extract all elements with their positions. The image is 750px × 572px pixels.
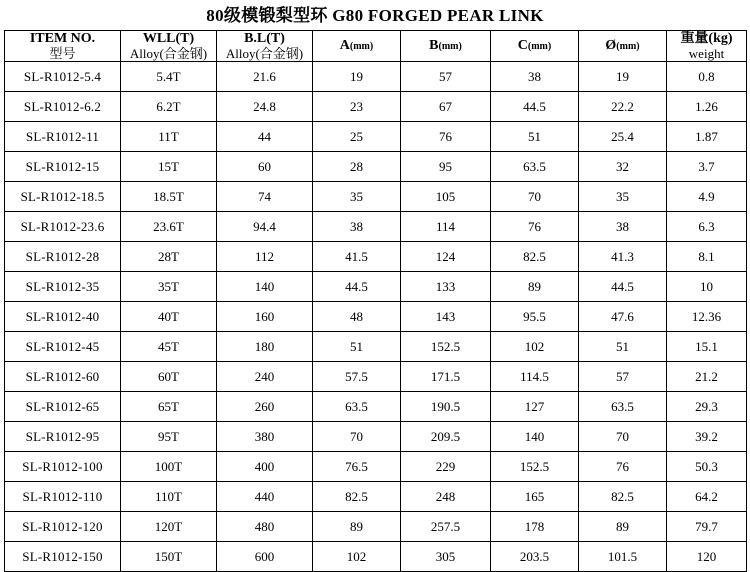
cell-item-no: SL-R1012-15 [5,152,121,182]
column-header-title: B.L(T) [244,31,285,46]
table-row [5,62,747,92]
specification-table [4,30,747,572]
table-cell: 70 [313,422,401,452]
cell-item-no: SL-R1012-65 [5,392,121,422]
table-cell: 114 [401,212,491,242]
column-header-title: B(mm) [429,38,462,53]
table-cell: 28 [313,152,401,182]
column-header-2 [217,31,313,62]
column-header-subtitle: 型号 [49,46,76,61]
table-cell: 21.2 [667,362,747,392]
table-cell: 180 [217,332,313,362]
table-cell: 45T [121,332,217,362]
table-cell: 76 [491,212,579,242]
column-header-3 [313,31,401,62]
table-cell: 57.5 [313,362,401,392]
table-header-row [5,31,747,62]
table-cell: 35 [579,182,667,212]
table-row [5,542,747,572]
table-cell: 133 [401,272,491,302]
column-header-title: 重量(kg) [680,31,733,46]
cell-item-no: SL-R1012-28 [5,242,121,272]
table-cell: 1.87 [667,122,747,152]
table-cell: 39.2 [667,422,747,452]
column-header-unit: (mm) [527,41,552,52]
table-cell: 82.5 [579,482,667,512]
table-cell: 76.5 [313,452,401,482]
table-cell: 32 [579,152,667,182]
table-cell: 6.2T [121,92,217,122]
table-row [5,212,747,242]
table-cell: 65T [121,392,217,422]
table-row [5,362,747,392]
column-header-unit: (mm) [438,41,462,52]
table-cell: 124 [401,242,491,272]
cell-item-no: SL-R1012-6.2 [5,92,121,122]
table-cell: 70 [491,182,579,212]
table-cell: 178 [491,512,579,542]
table-cell: 143 [401,302,491,332]
table-row [5,332,747,362]
table-cell: 248 [401,482,491,512]
table-cell: 95T [121,422,217,452]
cell-item-no: SL-R1012-5.4 [5,62,121,92]
table-cell: 38 [313,212,401,242]
table-body [5,62,747,572]
table-cell: 47.6 [579,302,667,332]
table-cell: 70 [579,422,667,452]
table-cell: 23.6T [121,212,217,242]
table-row [5,482,747,512]
table-cell: 63.5 [313,392,401,422]
table-cell: 600 [217,542,313,572]
table-cell: 40T [121,302,217,332]
table-cell: 480 [217,512,313,542]
cell-item-no: SL-R1012-35 [5,272,121,302]
table-cell: 51 [313,332,401,362]
table-cell: 6.3 [667,212,747,242]
table-cell: 209.5 [401,422,491,452]
table-cell: 190.5 [401,392,491,422]
table-cell: 171.5 [401,362,491,392]
column-header-title: C(mm) [517,38,552,53]
table-cell: 165 [491,482,579,512]
table-row [5,92,747,122]
table-cell: 24.8 [217,92,313,122]
table-cell: 5.4T [121,62,217,92]
table-cell: 12.36 [667,302,747,332]
cell-item-no: SL-R1012-23.6 [5,212,121,242]
table-cell: 57 [579,362,667,392]
cell-item-no: SL-R1012-100 [5,452,121,482]
table-cell: 82.5 [491,242,579,272]
table-cell: 127 [491,392,579,422]
table-cell: 25.4 [579,122,667,152]
table-cell: 152.5 [401,332,491,362]
cell-item-no: SL-R1012-150 [5,542,121,572]
table-cell: 260 [217,392,313,422]
column-header-5 [491,31,579,62]
table-cell: 102 [313,542,401,572]
table-cell: 8.1 [667,242,747,272]
table-cell: 74 [217,182,313,212]
table-cell: 114.5 [491,362,579,392]
table-cell: 380 [217,422,313,452]
table-cell: 67 [401,92,491,122]
table-row [5,122,747,152]
column-header-subtitle: Alloy(合金钢) [129,46,208,61]
column-header-4 [401,31,491,62]
table-cell: 120T [121,512,217,542]
table-cell: 305 [401,542,491,572]
table-cell: 229 [401,452,491,482]
cell-item-no: SL-R1012-11 [5,122,121,152]
table-row [5,272,747,302]
table-cell: 150T [121,542,217,572]
column-header-0 [5,31,121,62]
table-cell: 11T [121,122,217,152]
table-cell: 60 [217,152,313,182]
table-cell: 112 [217,242,313,272]
table-cell: 140 [217,272,313,302]
table-cell: 21.6 [217,62,313,92]
table-cell: 76 [401,122,491,152]
column-header-title: WLL(T) [142,31,195,46]
table-cell: 160 [217,302,313,332]
table-cell: 35T [121,272,217,302]
table-cell: 19 [313,62,401,92]
table-cell: 41.5 [313,242,401,272]
table-cell: 63.5 [579,392,667,422]
table-cell: 64.2 [667,482,747,512]
table-cell: 28T [121,242,217,272]
cell-item-no: SL-R1012-45 [5,332,121,362]
table-row [5,422,747,452]
table-cell: 82.5 [313,482,401,512]
cell-item-no: SL-R1012-40 [5,302,121,332]
table-cell: 110T [121,482,217,512]
table-cell: 15T [121,152,217,182]
table-cell: 152.5 [491,452,579,482]
cell-item-no: SL-R1012-110 [5,482,121,512]
table-cell: 48 [313,302,401,332]
table-cell: 76 [579,452,667,482]
table-cell: 95 [401,152,491,182]
table-cell: 140 [491,422,579,452]
table-cell: 63.5 [491,152,579,182]
column-header-title: Ø(mm) [605,38,640,53]
table-cell: 22.2 [579,92,667,122]
table-row [5,182,747,212]
table-cell: 44.5 [491,92,579,122]
table-cell: 95.5 [491,302,579,332]
table-row [5,392,747,422]
table-cell: 38 [491,62,579,92]
column-header-title: A(mm) [339,38,374,53]
column-header-unit: (mm) [616,41,640,52]
page-title: 80级模锻梨型环 G80 FORGED PEAR LINK [206,6,544,25]
cell-item-no: SL-R1012-18.5 [5,182,121,212]
table-cell: 19 [579,62,667,92]
table-cell: 400 [217,452,313,482]
table-cell: 18.5T [121,182,217,212]
column-header-6 [579,31,667,62]
table-cell: 38 [579,212,667,242]
table-cell: 440 [217,482,313,512]
table-cell: 44 [217,122,313,152]
column-header-subtitle: Alloy(合金钢) [225,46,304,61]
table-cell: 3.7 [667,152,747,182]
column-header-7 [667,31,747,62]
table-row [5,242,747,272]
table-cell: 23 [313,92,401,122]
table-row [5,302,747,332]
table-cell: 4.9 [667,182,747,212]
table-row [5,452,747,482]
table-cell: 89 [313,512,401,542]
table-cell: 25 [313,122,401,152]
column-header-title: ITEM NO. [29,31,96,46]
table-cell: 257.5 [401,512,491,542]
table-row [5,512,747,542]
table-cell: 50.3 [667,452,747,482]
table-cell: 203.5 [491,542,579,572]
table-cell: 60T [121,362,217,392]
table-cell: 0.8 [667,62,747,92]
table-cell: 102 [491,332,579,362]
table-cell: 1.26 [667,92,747,122]
table-cell: 51 [491,122,579,152]
table-cell: 57 [401,62,491,92]
table-cell: 51 [579,332,667,362]
cell-item-no: SL-R1012-60 [5,362,121,392]
table-row [5,152,747,182]
table-cell: 35 [313,182,401,212]
table-cell: 105 [401,182,491,212]
cell-item-no: SL-R1012-120 [5,512,121,542]
table-cell: 240 [217,362,313,392]
table-cell: 89 [491,272,579,302]
table-cell: 120 [667,542,747,572]
table-cell: 94.4 [217,212,313,242]
column-header-1 [121,31,217,62]
column-header-subtitle: weight [688,46,725,61]
table-cell: 100T [121,452,217,482]
column-header-unit: (mm) [349,41,374,52]
cell-item-no: SL-R1012-95 [5,422,121,452]
table-cell: 10 [667,272,747,302]
table-cell: 101.5 [579,542,667,572]
table-cell: 15.1 [667,332,747,362]
table-cell: 29.3 [667,392,747,422]
table-cell: 44.5 [579,272,667,302]
table-cell: 41.3 [579,242,667,272]
table-cell: 79.7 [667,512,747,542]
table-cell: 44.5 [313,272,401,302]
table-header [5,31,747,62]
table-cell: 89 [579,512,667,542]
